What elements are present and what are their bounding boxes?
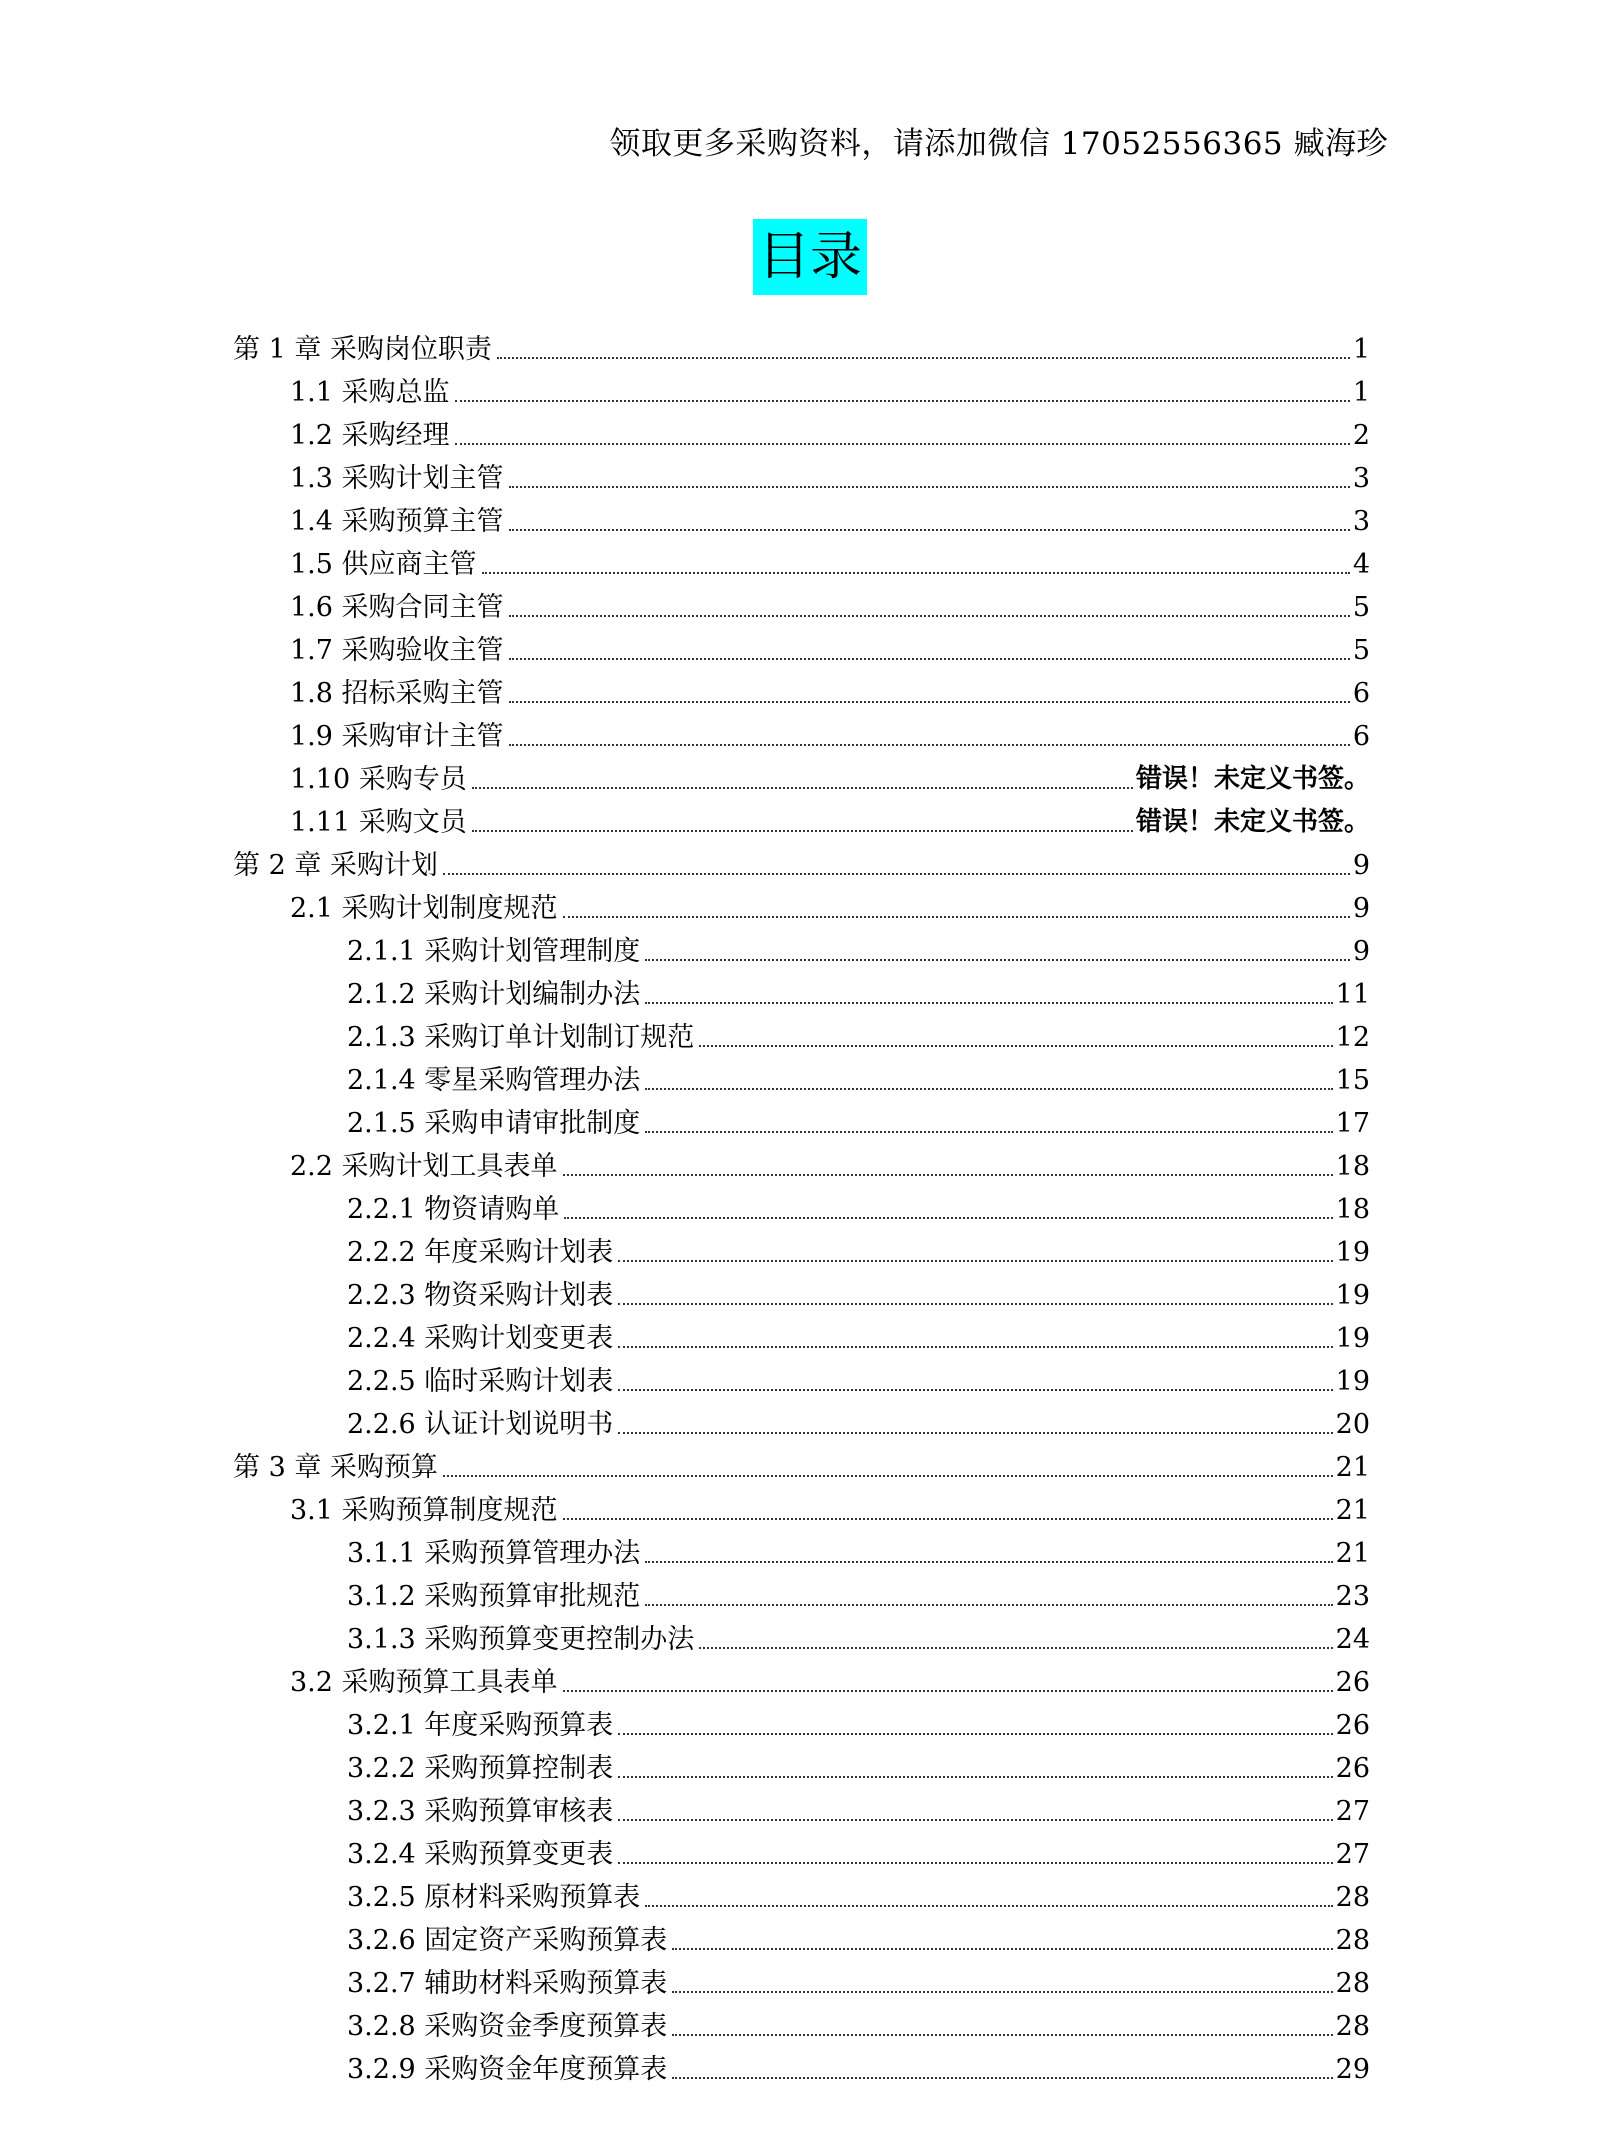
toc-entry-page-number: 27 (1335, 1839, 1370, 1870)
toc-entry-label: 2.2.4 采购计划变更表 (347, 1323, 614, 1354)
toc-entry-page-number: 19 (1335, 1280, 1370, 1311)
toc-entry-label: 2.1.4 零星采购管理办法 (347, 1065, 641, 1096)
toc-entry[interactable] (233, 844, 1370, 887)
toc-entry-label: 2.1.5 采购申请审批制度 (347, 1108, 641, 1139)
toc-entry[interactable] (233, 1704, 1370, 1747)
toc-entry[interactable] (233, 2048, 1370, 2091)
toc-dot-leader (618, 1819, 1332, 1821)
toc-entry-label: 3.2.2 采购预算控制表 (347, 1753, 614, 1784)
toc-entry-label: 2.1.3 采购订单计划制订规范 (347, 1022, 695, 1053)
toc-dot-leader (509, 529, 1350, 531)
toc-entry-label: 2.2.1 物资请购单 (347, 1194, 560, 1225)
toc-entry-label: 2.1 采购计划制度规范 (290, 893, 558, 924)
toc-entry-page-number: 11 (1335, 979, 1370, 1010)
toc-dot-leader (618, 1432, 1332, 1434)
toc-dot-leader (443, 1475, 1333, 1477)
toc-entry-label: 1.10 采购专员 (290, 764, 467, 795)
toc-entry-label: 1.1 采购总监 (290, 377, 450, 408)
toc-dot-leader (618, 1776, 1332, 1778)
toc-entry-page-number: 9 (1352, 936, 1370, 967)
toc-entry[interactable] (233, 629, 1370, 672)
toc-entry-page-number: 4 (1352, 549, 1370, 580)
toc-entry-page-number: 12 (1335, 1022, 1370, 1053)
toc-entry[interactable] (233, 1317, 1370, 1360)
toc-entry[interactable] (233, 1575, 1370, 1618)
toc-entry-page-number: 3 (1352, 463, 1370, 494)
toc-dot-leader (455, 400, 1350, 402)
toc-entry[interactable] (233, 1962, 1370, 2005)
toc-entry-page-number: 21 (1335, 1452, 1370, 1483)
toc-entry-page-number: 28 (1335, 2011, 1370, 2042)
toc-dot-leader (563, 1690, 1333, 1692)
toc-entry-page-number: 18 (1335, 1194, 1370, 1225)
title-container (0, 219, 1620, 295)
toc-entry-label: 3.2.7 辅助材料采购预算表 (347, 1968, 668, 1999)
toc-entry-page-number: 3 (1352, 506, 1370, 537)
toc-entry-page-number: 5 (1352, 592, 1370, 623)
toc-entry[interactable] (233, 1489, 1370, 1532)
toc-dot-leader (645, 1002, 1332, 1004)
toc-entry[interactable] (233, 1059, 1370, 1102)
toc-title: 目录 (753, 219, 867, 295)
toc-entry-page-number: 5 (1352, 635, 1370, 666)
toc-dot-leader (645, 1905, 1332, 1907)
toc-dot-leader (672, 1991, 1332, 1993)
toc-entry-label: 3.2.3 采购预算审核表 (347, 1796, 614, 1827)
toc-dot-leader (509, 486, 1350, 488)
toc-entry-page-number: 1 (1352, 334, 1370, 365)
toc-dot-leader (618, 1862, 1332, 1864)
toc-entry-label: 3.1.3 采购预算变更控制办法 (347, 1624, 695, 1655)
toc-entry-label: 1.11 采购文员 (290, 807, 467, 838)
toc-entry-page-number: 18 (1335, 1151, 1370, 1182)
toc-entry[interactable] (233, 1231, 1370, 1274)
toc-entry-label: 3.1.2 采购预算审批规范 (347, 1581, 641, 1612)
toc-entry-page-number: 19 (1335, 1366, 1370, 1397)
toc-entry[interactable] (233, 672, 1370, 715)
toc-dot-leader (563, 1174, 1333, 1176)
toc-entry-page-number: 26 (1335, 1710, 1370, 1741)
toc-entry-page-number: 28 (1335, 1925, 1370, 1956)
toc-dot-leader (472, 830, 1133, 832)
toc-dot-leader (645, 1088, 1332, 1090)
toc-entry-page-number: 28 (1335, 1882, 1370, 1913)
toc-dot-leader (563, 1518, 1333, 1520)
toc-entry-label: 第 3 章 采购预算 (233, 1452, 438, 1483)
toc-entry[interactable] (233, 1876, 1370, 1919)
toc-dot-leader (645, 959, 1350, 961)
toc-entry-page-number: 6 (1352, 678, 1370, 709)
toc-entry-label: 3.2.9 采购资金年度预算表 (347, 2054, 668, 2085)
toc-entry-page-number: 9 (1352, 850, 1370, 881)
toc-entry-page-number: 1 (1352, 377, 1370, 408)
toc-entry-page-number: 6 (1352, 721, 1370, 752)
toc-entry-page-number: 19 (1335, 1323, 1370, 1354)
toc-entry[interactable] (233, 1747, 1370, 1790)
toc-dot-leader (699, 1647, 1332, 1649)
toc-dot-leader (564, 1217, 1332, 1219)
toc-entry-label: 3.1 采购预算制度规范 (290, 1495, 558, 1526)
toc-entry-label: 3.2 采购预算工具表单 (290, 1667, 558, 1698)
toc-dot-leader (618, 1733, 1332, 1735)
toc-dot-leader (618, 1346, 1332, 1348)
toc-entry-label: 1.2 采购经理 (290, 420, 450, 451)
toc-dot-leader (618, 1260, 1332, 1262)
toc-entry-label: 2.2.3 物资采购计划表 (347, 1280, 614, 1311)
toc-entry[interactable] (233, 1016, 1370, 1059)
toc-entry-page-number: 21 (1335, 1538, 1370, 1569)
table-of-contents (233, 328, 1370, 2091)
toc-entry-label: 1.6 采购合同主管 (290, 592, 504, 623)
toc-entry-page-number: 17 (1335, 1108, 1370, 1139)
toc-dot-leader (645, 1561, 1332, 1563)
toc-entry[interactable] (233, 973, 1370, 1016)
toc-entry[interactable] (233, 328, 1370, 371)
toc-entry-label: 1.4 采购预算主管 (290, 506, 504, 537)
toc-entry-bookmark-error: 错误！未定义书签。 (1135, 764, 1370, 794)
toc-dot-leader (497, 357, 1350, 359)
toc-entry-label: 2.2 采购计划工具表单 (290, 1151, 558, 1182)
toc-dot-leader (472, 787, 1133, 789)
toc-entry[interactable] (233, 1274, 1370, 1317)
toc-entry[interactable] (233, 500, 1370, 543)
toc-entry-label: 1.9 采购审计主管 (290, 721, 504, 752)
toc-entry-label: 3.2.6 固定资产采购预算表 (347, 1925, 668, 1956)
toc-entry[interactable] (233, 414, 1370, 457)
toc-entry[interactable] (233, 1833, 1370, 1876)
toc-entry-label: 2.2.2 年度采购计划表 (347, 1237, 614, 1268)
toc-entry-label: 2.2.5 临时采购计划表 (347, 1366, 614, 1397)
toc-entry[interactable] (233, 586, 1370, 629)
header-contact-note: 领取更多采购资料，请添加微信 17052556365 臧海珍 (609, 126, 1388, 162)
toc-entry[interactable] (233, 1446, 1370, 1489)
toc-entry[interactable] (233, 457, 1370, 500)
toc-dot-leader (563, 916, 1350, 918)
toc-entry[interactable] (233, 930, 1370, 973)
toc-entry-page-number: 9 (1352, 893, 1370, 924)
toc-dot-leader (672, 2034, 1332, 2036)
toc-entry-page-number: 19 (1335, 1237, 1370, 1268)
toc-entry-label: 3.2.5 原材料采购预算表 (347, 1882, 641, 1913)
toc-entry[interactable] (233, 887, 1370, 930)
toc-dot-leader (509, 658, 1350, 660)
toc-entry-label: 1.3 采购计划主管 (290, 463, 504, 494)
toc-dot-leader (443, 873, 1350, 875)
toc-entry-page-number: 2 (1352, 420, 1370, 451)
toc-dot-leader (455, 443, 1350, 445)
toc-entry-label: 1.8 招标采购主管 (290, 678, 504, 709)
toc-entry-page-number: 23 (1335, 1581, 1370, 1612)
toc-entry-page-number: 20 (1335, 1409, 1370, 1440)
toc-entry-page-number: 28 (1335, 1968, 1370, 1999)
toc-entry[interactable] (233, 1919, 1370, 1962)
toc-entry[interactable] (233, 1790, 1370, 1833)
toc-entry-page-number: 21 (1335, 1495, 1370, 1526)
toc-dot-leader (618, 1303, 1332, 1305)
toc-entry-page-number: 26 (1335, 1667, 1370, 1698)
toc-entry-label: 3.1.1 采购预算管理办法 (347, 1538, 641, 1569)
toc-dot-leader (509, 744, 1350, 746)
toc-entry[interactable] (233, 801, 1370, 844)
toc-entry-page-number: 24 (1335, 1624, 1370, 1655)
toc-entry-label: 3.2.1 年度采购预算表 (347, 1710, 614, 1741)
toc-entry-label: 第 1 章 采购岗位职责 (233, 334, 492, 365)
toc-entry[interactable] (233, 715, 1370, 758)
toc-entry-label: 3.2.8 采购资金季度预算表 (347, 2011, 668, 2042)
toc-entry-label: 第 2 章 采购计划 (233, 850, 438, 881)
toc-entry-page-number: 27 (1335, 1796, 1370, 1827)
toc-entry[interactable] (233, 1360, 1370, 1403)
toc-entry-label: 2.1.2 采购计划编制办法 (347, 979, 641, 1010)
toc-dot-leader (509, 615, 1350, 617)
toc-dot-leader (618, 1389, 1332, 1391)
toc-entry-label: 2.2.6 认证计划说明书 (347, 1409, 614, 1440)
toc-entry-page-number: 29 (1335, 2054, 1370, 2085)
toc-dot-leader (672, 2077, 1332, 2079)
toc-entry-label: 1.5 供应商主管 (290, 549, 477, 580)
toc-entry[interactable] (233, 1102, 1370, 1145)
toc-entry-page-number: 26 (1335, 1753, 1370, 1784)
toc-entry[interactable] (233, 1532, 1370, 1575)
toc-entry-page-number: 15 (1335, 1065, 1370, 1096)
toc-dot-leader (672, 1948, 1332, 1950)
toc-entry[interactable] (233, 1618, 1370, 1661)
toc-dot-leader (482, 572, 1350, 574)
toc-entry-label: 2.1.1 采购计划管理制度 (347, 936, 641, 967)
toc-entry[interactable] (233, 2005, 1370, 2048)
toc-entry[interactable] (233, 543, 1370, 586)
toc-entry[interactable] (233, 1188, 1370, 1231)
toc-dot-leader (509, 701, 1350, 703)
toc-entry-bookmark-error: 错误！未定义书签。 (1135, 807, 1370, 837)
toc-entry[interactable] (233, 1403, 1370, 1446)
toc-entry[interactable] (233, 1661, 1370, 1704)
toc-entry[interactable] (233, 758, 1370, 801)
toc-dot-leader (699, 1045, 1332, 1047)
toc-dot-leader (645, 1604, 1332, 1606)
toc-entry-label: 1.7 采购验收主管 (290, 635, 504, 666)
toc-dot-leader (645, 1131, 1332, 1133)
toc-entry[interactable] (233, 1145, 1370, 1188)
toc-entry-label: 3.2.4 采购预算变更表 (347, 1839, 614, 1870)
toc-entry[interactable] (233, 371, 1370, 414)
